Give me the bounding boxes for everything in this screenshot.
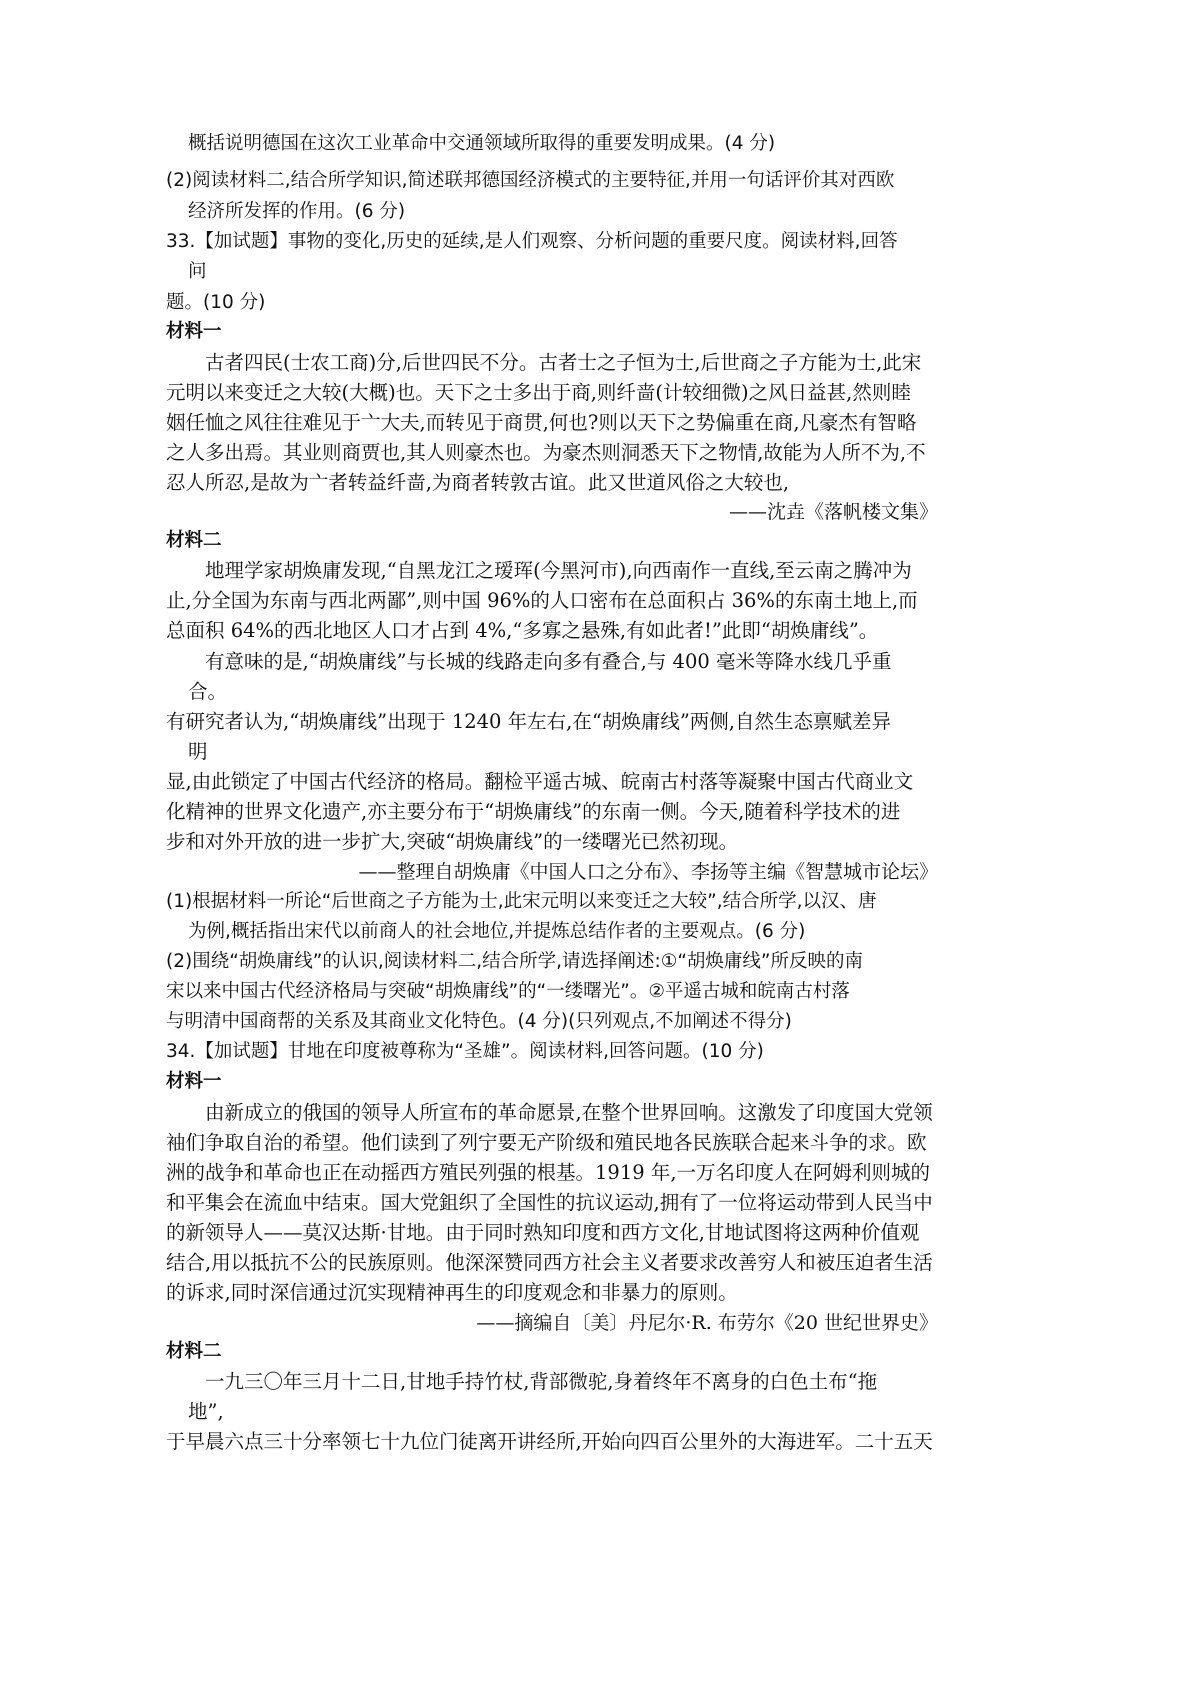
question-32-1-continuation: 概括说明德国在这次工业革命中交通领域所取得的重要发明成果。(4 分) <box>188 133 776 154</box>
material-2-heading: 材料二 <box>166 530 222 551</box>
question-33-2-continuation: 宋以来中国古代经济格局与突破“胡焕庸线”的“一缕曙光”。②平遥古城和皖南古村落 <box>166 981 850 1002</box>
material-2-text: 止,分全国为东南与西北两鄙”,则中国 96%的人口密布在总面积占 36%的东南土地上,而 <box>166 589 918 612</box>
material-3-text: 的诉求,同时深信通过沉实现精神再生的印度观念和非暴力的原则。 <box>166 1281 738 1304</box>
material-1-text: 元明以来变迁之大较(大概)也。天下之士多出于商,则纤啬(计较细微)之风日益甚,然则睦 <box>166 381 911 404</box>
material-3-text: 洲的战争和革命也正在动摇西方殖民列强的根基。1919 年,一万名印度人在阿姆利则城的 <box>166 1161 931 1184</box>
question-33-header-wrap: 问 <box>188 261 207 282</box>
material-1-heading: 材料一 <box>166 1071 222 1092</box>
material-1-text: 姻任恤之风往往难见于亠大夫,而转见于商贯,何也?则以天下之势偏重在商,凡豪杰有智略 <box>166 411 917 434</box>
question-32-2-continuation: 经济所发挥的作用。(6 分) <box>188 201 406 222</box>
material-2-source: ——整理自胡焕庸《中国人口之分布》、李扬等主编《智慧城市论坛》 <box>358 861 938 883</box>
material-3-text: 由新成立的俄国的领导人所宣布的革命愿景,在整个世界回响。这激发了印度国大党领 <box>205 1101 933 1124</box>
material-4-text: 于早晨六点三十分率领七十九位门徒离开讲经所,开始向四百公里外的大海进军。二十五天 <box>166 1430 933 1453</box>
material-2-text: 明 <box>188 740 208 763</box>
question-33-2-continuation: 与明清中国商帮的关系及其商业文化特色。(4 分)(只列观点,不加阐述不得分) <box>166 1011 792 1032</box>
question-33-2: (2)围绕“胡焕庸线”的认识,阅读材料二,结合所学,请选择阐述:①“胡焕庸线”所反映的南 <box>166 951 864 972</box>
material-1-text: 忍人所忍,是故为亠者转益纤啬,为商者转敦古谊。此又世道风俗之大较也, <box>166 471 790 494</box>
question-33-header: 33.【加试题】事物的变化,历史的延续,是人们观察、分析问题的重要尺度。阅读材料,回答 <box>166 231 898 252</box>
material-4-text: 地”, <box>188 1400 224 1423</box>
material-4-text: 一九三〇年三月十二日,甘地手持竹杖,背部微驼,身着终年不离身的白色土布“拖 <box>205 1370 878 1393</box>
material-3-source: ——摘编自〔美〕丹尼尔·R. 布劳尔《20 世纪世界史》 <box>476 1312 938 1334</box>
question-33-1: (1)根据材料一所论“后世商之子方能为士,此宋元明以来变迁之大较”,结合所学,以汉、唐 <box>166 891 877 912</box>
question-33-header-end: 题。(10 分) <box>166 292 266 313</box>
material-3-text: 的新领导人——莫汉达斯·甘地。由于同时熟知印度和西方文化,甘地试图将这两种价值观 <box>166 1221 920 1244</box>
material-1-text: 古者四民(士农工商)分,后世四民不分。古者士之子恒为士,后世商之子方能为士,此宋 <box>205 351 922 374</box>
material-3-text: 结合,用以抵抗不公的民族原则。他深深赞同西方社会主义者要求改善穷人和被压迫者生活 <box>166 1251 933 1274</box>
material-3-text: 和平集会在流血中结束。国大党鉏织了全国性的抗议运动,拥有了一位将运动带到人民当中 <box>166 1191 933 1214</box>
material-2-text: 合。 <box>188 680 228 703</box>
material-2-text: 总面积 64%的西北地区人口才占到 4%,“多寡之悬殊,有如此者!”此即“胡焕庸线”。 <box>166 619 879 642</box>
question-34-header: 34.【加试题】甘地在印度被尊称为“圣雄”。阅读材料,回答问题。(10 分) <box>166 1041 764 1062</box>
material-1-heading: 材料一 <box>166 321 222 342</box>
material-1-text: 之人多出焉。其业则商贾也,其人则豪杰也。为豪杰则洞悉天下之物情,故能为人所不为,不 <box>166 441 926 464</box>
material-3-text: 袖们争取自治的希望。他们读到了列宁要无产阶级和殖民地各民族联合起来斗争的求。欧 <box>166 1131 927 1154</box>
material-2-text: 地理学家胡焕庸发现,“自黑龙江之瑷珲(今黑河市),向西南作一直线,至云南之腾冲为 <box>205 559 912 582</box>
material-2-text: 显,由此锁定了中国古代经济的格局。翻检平遥古城、皖南古村落等凝聚中国古代商业文 <box>166 770 914 793</box>
question-32-2: (2)阅读材料二,结合所学知识,简述联邦德国经济模式的主要特征,并用一句话评价其对西欧 <box>166 170 895 191</box>
material-2-text: 有意味的是,“胡焕庸线”与长城的线路走向多有叠合,与 400 毫米等降水线几乎重 <box>205 650 892 673</box>
material-1-source: ——沈垚《落帆楼文集》 <box>728 501 938 523</box>
question-33-1-continuation: 为例,概括指出宋代以前商人的社会地位,并提炼总结作者的主要观点。(6 分) <box>188 921 806 942</box>
material-2-heading: 材料二 <box>166 1341 222 1362</box>
material-2-text: 步和对外开放的进一步扩大,突破“胡焕庸线”的一缕曙光已然初现。 <box>166 830 739 853</box>
material-2-text: 化精神的世界文化遗产,亦主要分布于“胡焕庸线”的东南一侧。今天,随着科学技术的进 <box>166 800 901 823</box>
material-2-text: 有研究者认为,“胡焕庸线”出现于 1240 年左右,在“胡焕庸线”两侧,自然生态禀赋差异 <box>166 710 891 733</box>
